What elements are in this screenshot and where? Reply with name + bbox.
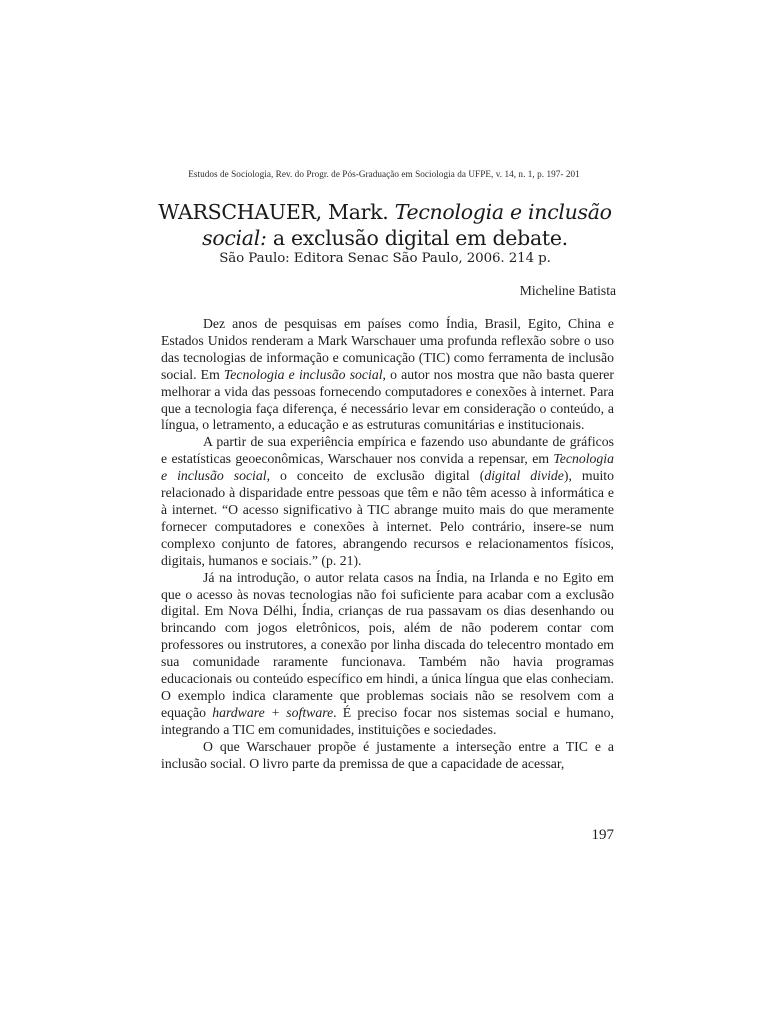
review-title-block <box>150 199 620 267</box>
paragraph-1-text-b: , o autor nos mostra que não basta querer melhorar a vida das pessoas fornecendo computadores e conexões à internet. Para que a tecnologia faça diferença, é necessário levar em consideração o conteúdo, a língua, o letramento, a educação e as estruturas comunitárias e institucionais. <box>161 366 614 433</box>
paragraph-2-text-a: A partir de sua experiência empírica e fazendo uso abundante de gráficos e estatísticas geoeconômicas, Warschauer nos convida a repensar, em <box>161 434 614 467</box>
paragraph-1-italic: Tecnologia e inclusão social <box>223 366 383 382</box>
review-title-line-2 <box>150 225 620 251</box>
reviewer-name: Micheline Batista <box>519 283 616 298</box>
paragraph-4: O que Warschauer propõe é justamente a interseção entre a TIC e a inclusão social. O livro parte da premissa de que a capacidade de acessar, <box>161 738 614 771</box>
paragraph-1-text-a: Dez anos de pesquisas em países como Índia, Brasil, Egito, China e Estados Unidos renderam a Mark Warschauer uma profunda reflexão sobre o uso das tecnologias de informação e comunicação (TIC) como ferramenta de inclusão social. Em <box>161 316 614 382</box>
paragraph-2-text-c: ), muito relacionado à disparidade entre pessoas que têm e não têm acesso à informática e à internet. “O acesso significativo à TIC abrange muito mais do que meramente fornecer computadores e conexões à internet. Pelo contrário, insere-se num complexo conjunto de fatores, abrangendo recursos e relacionamentos físicos, digitais, humanos e sociais.” (p. 21). <box>161 468 615 568</box>
paragraph-2-text-b: , o conceito de exclusão digital ( <box>266 468 485 484</box>
paragraph-3-text-a: Já na introdução, o autor relata casos na Índia, na Irlanda e no Egito em que o acesso às novas tecnologias não foi suficiente para acabar com a exclusão digital. Em Nova Délhi, Índia, crianças de rua passavam os dias desenhando ou brincando com jogos eletrônicos, pois, além de não poderem contar com professores ou instrutores, a conexão por linha discada do telecentro montado em sua comunidade raramente funcionava. Também não havia programas educacionais ou conteúdo específico em hindi, a única língua que elas conheciam. O exemplo indica claramente que problemas sociais não se resolvem com a equação <box>161 569 614 720</box>
paragraph-2-italic-2: digital divide <box>484 468 564 484</box>
title-book-italic-2: social: <box>202 226 267 250</box>
title-author: WARSCHAUER, Mark. <box>158 200 395 224</box>
title-subtitle: a exclusão digital em debate. <box>266 226 568 250</box>
page-number: 197 <box>591 827 614 843</box>
paragraph-2-italic-1: Tecnologia e inclusão social <box>161 451 614 484</box>
paragraph-1 <box>161 316 614 434</box>
review-title-line-1 <box>150 199 620 225</box>
publication-info: São Paulo: Editora Senac São Paulo, 2006. 214 p. <box>219 251 551 266</box>
paragraph-3-italic: hardware + software <box>212 704 334 720</box>
review-body <box>161 316 614 772</box>
paragraph-2 <box>161 434 614 569</box>
running-header: Estudos de Sociologia, Rev. do Progr. de Pós-Graduação em Sociologia da UFPE, v. 14, n. 1, p. 197- 201 <box>188 169 580 179</box>
paragraph-3 <box>161 570 614 739</box>
title-book-italic-1: Tecnologia e inclusão <box>394 200 612 224</box>
paragraph-3-text-b: . É preciso focar nos sistemas social e humano, integrando a TIC em comunidades, instituições e sociedades. <box>161 704 614 737</box>
